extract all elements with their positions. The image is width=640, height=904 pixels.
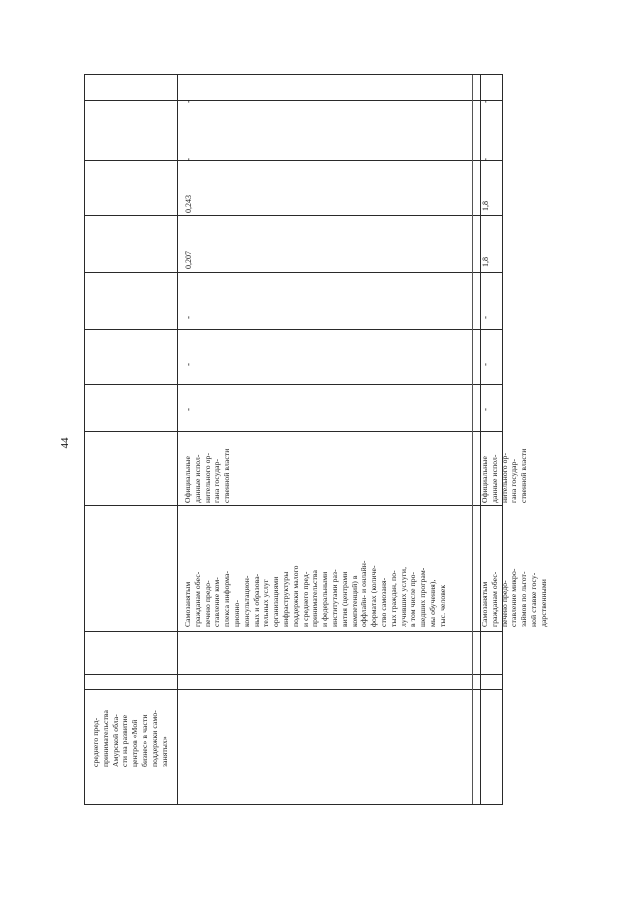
row1-value: - — [183, 100, 193, 103]
row1-source: Официальные данные испол- нительного ор- гана государ- ственной власти — [183, 448, 232, 503]
row-divider — [177, 75, 178, 804]
page-number: 44 — [59, 437, 71, 449]
row1-value: - — [183, 408, 193, 411]
row2-value: 1,8 — [481, 201, 490, 211]
column-divider — [85, 689, 502, 690]
row1-value: - — [183, 158, 193, 161]
row2-value: 1,8 — [481, 257, 490, 267]
column-divider — [85, 674, 502, 675]
row-divider — [472, 75, 473, 804]
row1-value: - — [183, 316, 193, 319]
row2-value: - — [480, 316, 490, 319]
row2-value: - — [480, 100, 490, 103]
column-divider — [85, 215, 502, 216]
column-divider — [85, 100, 502, 101]
column-divider — [85, 631, 502, 632]
row1-indicator: Самозанятым гражданам обес- печено предо- ставление ком- плекса информа- ционно- консультацион- ных и образова- тельных услуг организациями инфраструктуры поддержки малого и среднего пред- принимательства и федеральными институтами раз- вития (центрами компетенций) в оффлайн- и онлайн- форматах (количе- ство самозаня- тых граждан, по- лучивших услуги, в том числе про- шедших програм- мы обучения), тыс. человек — [183, 560, 447, 627]
row2-indicator: Самозанятым гражданам обес- печено предо- ставление микро- займов по льгот- ной ставке госу- дарственными — [480, 568, 548, 627]
row2-value: - — [480, 158, 490, 161]
row1-value: 0,243 — [184, 195, 193, 213]
row1-value: - — [183, 363, 193, 366]
column-divider — [85, 431, 502, 432]
data-table — [84, 74, 548, 805]
header-cell-text: среднего пред- принимательства Амурской обла- сти на развитие центров «Мой бизнес» в части поддержки само- занятых» — [91, 710, 169, 767]
column-divider — [85, 329, 502, 330]
row2-value: - — [480, 408, 490, 411]
row2-value: - — [480, 363, 490, 366]
row1-value: 0,207 — [184, 251, 193, 269]
column-divider — [85, 384, 502, 385]
column-divider — [85, 160, 502, 161]
column-divider — [85, 272, 502, 273]
row2-source: Официальные данные испол- нительного ор- гана государ- ственной власти — [480, 448, 529, 503]
